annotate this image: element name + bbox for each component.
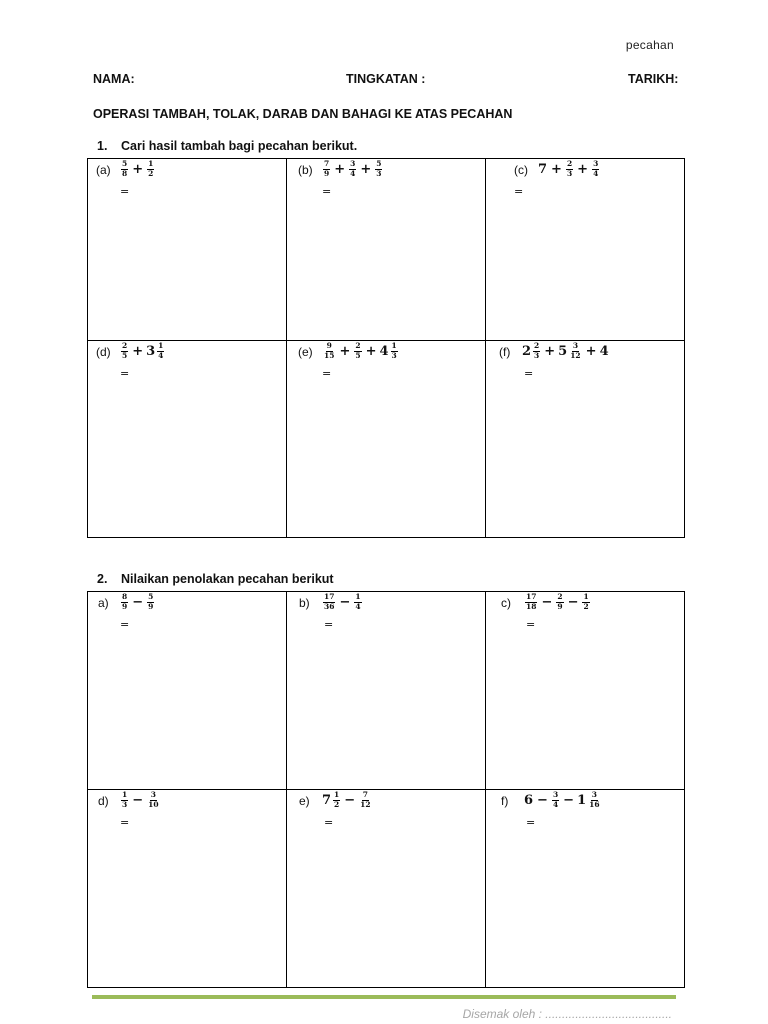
denominator: 3 <box>376 168 382 178</box>
whole-number: 1 <box>577 792 587 808</box>
numerator: 1 <box>334 790 340 799</box>
problem-label: (c) <box>514 163 528 177</box>
denominator: 4 <box>355 601 361 611</box>
problem-cell[interactable] <box>88 341 287 538</box>
math-expression <box>120 791 161 809</box>
equals-sign: = <box>120 618 130 631</box>
nama-label: NAMA: <box>93 72 135 86</box>
denominator: 12 <box>570 350 581 360</box>
math-expression <box>120 342 165 360</box>
math-expression <box>524 593 591 611</box>
numerator: 3 <box>591 790 597 799</box>
numerator: 8 <box>122 592 128 601</box>
denominator: 15 <box>324 350 335 360</box>
whole-number: 7 <box>538 161 548 177</box>
fraction <box>147 160 154 178</box>
operator: + <box>577 161 589 177</box>
problem-cell[interactable] <box>88 159 287 341</box>
denominator: 2 <box>334 799 340 809</box>
problem-cell[interactable] <box>486 159 685 341</box>
fraction <box>592 160 599 178</box>
equals-sign: = <box>120 185 130 198</box>
denominator: 9 <box>148 601 154 611</box>
problem-label: c) <box>501 596 511 610</box>
denominator: 8 <box>122 168 128 178</box>
numerator: 3 <box>593 159 599 168</box>
math-expression <box>322 342 399 360</box>
fraction <box>354 342 361 360</box>
checked-by-field: Disemak oleh : ...................................... <box>462 1007 672 1021</box>
fraction <box>323 160 330 178</box>
denominator: 3 <box>534 350 540 360</box>
denominator: 4 <box>593 168 599 178</box>
math-expression <box>322 160 383 178</box>
fraction <box>157 342 164 360</box>
fraction <box>323 342 335 360</box>
numerator: 2 <box>534 341 540 350</box>
subtraction-problem-grid <box>87 591 685 988</box>
numerator: 5 <box>122 159 128 168</box>
operator: + <box>334 161 346 177</box>
denominator: 12 <box>360 799 371 809</box>
fraction <box>391 342 398 360</box>
problem-label: f) <box>501 794 509 808</box>
numerator: 5 <box>148 592 154 601</box>
section-heading-text: Cari hasil tambah bagi pecahan berikut. <box>121 139 358 153</box>
fraction <box>533 342 540 360</box>
numerator: 1 <box>355 592 361 601</box>
fraction <box>147 791 159 809</box>
equals-sign: = <box>322 185 332 198</box>
denominator: 4 <box>158 350 164 360</box>
equals-sign: = <box>120 816 130 829</box>
problem-cell[interactable] <box>486 790 685 988</box>
operator: − <box>563 792 575 808</box>
denominator: 3 <box>391 350 397 360</box>
problem-cell[interactable] <box>486 341 685 538</box>
problem-cell[interactable] <box>287 341 486 538</box>
math-expression <box>120 593 155 611</box>
section-2-heading <box>97 572 334 586</box>
math-expression <box>120 160 155 178</box>
numerator: 17 <box>526 592 537 601</box>
denominator: 3 <box>566 168 573 178</box>
fraction <box>121 342 128 360</box>
math-expression <box>322 593 363 611</box>
numerator: 7 <box>362 790 368 799</box>
operator: + <box>360 161 372 177</box>
denominator: 36 <box>324 601 335 611</box>
operator: + <box>132 343 144 359</box>
operator: + <box>551 161 562 177</box>
denominator: 5 <box>122 350 128 360</box>
fraction <box>121 791 128 809</box>
denominator: 5 <box>355 350 361 360</box>
fraction <box>354 593 361 611</box>
operator: + <box>132 161 144 177</box>
section-number: 1. <box>97 139 108 153</box>
fraction <box>323 593 335 611</box>
math-expression <box>522 342 610 360</box>
operator: + <box>544 343 556 359</box>
denominator: 10 <box>148 799 159 809</box>
problem-label: (a) <box>96 163 111 177</box>
numerator: 7 <box>324 159 330 168</box>
numerator: 1 <box>158 341 164 350</box>
fraction <box>375 160 382 178</box>
whole-number: 3 <box>146 343 156 359</box>
numerator: 1 <box>391 341 397 350</box>
numerator: 3 <box>572 341 579 350</box>
denominator: 2 <box>583 601 589 611</box>
problem-cell[interactable] <box>88 592 287 790</box>
equals-sign: = <box>514 185 524 198</box>
section-1-heading <box>97 139 357 153</box>
addition-problem-grid <box>87 158 685 538</box>
equals-sign: = <box>120 367 130 380</box>
problem-label: (e) <box>298 345 313 359</box>
numerator: 9 <box>326 341 332 350</box>
numerator: 3 <box>350 159 356 168</box>
numerator: 2 <box>355 341 361 350</box>
denominator: 9 <box>324 168 330 178</box>
operator: − <box>567 594 579 610</box>
numerator: 1 <box>122 790 128 799</box>
tingkatan-label: TINGKATAN : <box>346 72 426 86</box>
section-heading-text: Nilaikan penolakan pecahan berikut <box>121 572 334 586</box>
whole-number: 2 <box>522 343 532 359</box>
whole-number: 4 <box>379 343 389 359</box>
numerator: 3 <box>150 790 156 799</box>
equals-sign: = <box>322 367 332 380</box>
denominator: 9 <box>122 601 128 611</box>
operator: + <box>365 343 377 359</box>
fraction <box>147 593 154 611</box>
operator: − <box>537 792 548 808</box>
fraction <box>333 791 340 809</box>
fraction <box>569 342 581 360</box>
fraction <box>121 160 128 178</box>
math-expression <box>524 791 602 809</box>
fraction <box>556 593 563 611</box>
problem-cell[interactable] <box>287 790 486 988</box>
math-expression <box>538 160 600 178</box>
problem-label: (f) <box>499 345 511 359</box>
fraction <box>588 791 600 809</box>
whole-number: 4 <box>599 343 609 359</box>
equals-sign: = <box>524 367 534 380</box>
worksheet-title: OPERASI TAMBAH, TOLAK, DARAB DAN BAHAGI KE ATAS PECAHAN <box>93 107 513 121</box>
math-expression <box>322 791 373 809</box>
numerator: 1 <box>583 592 589 601</box>
numerator: 5 <box>376 159 382 168</box>
denominator: 16 <box>589 799 600 809</box>
denominator: 2 <box>148 168 154 178</box>
tarikh-label: TARIKH: <box>628 72 679 86</box>
fraction <box>566 160 573 178</box>
operator: − <box>132 594 144 610</box>
equals-sign: = <box>324 618 334 631</box>
numerator: 2 <box>566 159 573 168</box>
problem-label: (d) <box>96 345 111 359</box>
fraction <box>349 160 356 178</box>
operator: − <box>339 594 351 610</box>
whole-number: 6 <box>524 792 534 808</box>
numerator: 17 <box>324 592 335 601</box>
whole-number: 5 <box>558 343 568 359</box>
problem-label: d) <box>98 794 109 808</box>
operator: − <box>132 792 144 808</box>
operator: − <box>541 594 553 610</box>
operator: + <box>585 343 597 359</box>
numerator: 1 <box>148 159 154 168</box>
denominator: 18 <box>526 601 537 611</box>
equals-sign: = <box>526 618 536 631</box>
equals-sign: = <box>324 816 334 829</box>
document-tag: pecahan <box>625 38 674 52</box>
problem-label: e) <box>299 794 310 808</box>
problem-label: a) <box>98 596 109 610</box>
denominator: 9 <box>557 601 563 611</box>
fraction <box>359 791 371 809</box>
problem-cell[interactable] <box>486 592 685 790</box>
denominator: 4 <box>350 168 356 178</box>
fraction <box>525 593 537 611</box>
numerator: 2 <box>557 592 563 601</box>
problem-cell[interactable] <box>88 790 287 988</box>
whole-number: 7 <box>322 792 332 808</box>
fraction <box>582 593 589 611</box>
operator: − <box>344 792 356 808</box>
section-number: 2. <box>97 572 108 586</box>
problem-cell[interactable] <box>287 159 486 341</box>
denominator: 4 <box>552 799 559 809</box>
footer-divider <box>92 995 676 999</box>
problem-label: (b) <box>298 163 313 177</box>
operator: + <box>339 343 351 359</box>
fraction <box>121 593 128 611</box>
problem-cell[interactable] <box>287 592 486 790</box>
numerator: 3 <box>552 790 559 799</box>
numerator: 2 <box>122 341 128 350</box>
denominator: 3 <box>122 799 128 809</box>
fraction <box>552 791 559 809</box>
equals-sign: = <box>526 816 536 829</box>
problem-label: b) <box>299 596 310 610</box>
